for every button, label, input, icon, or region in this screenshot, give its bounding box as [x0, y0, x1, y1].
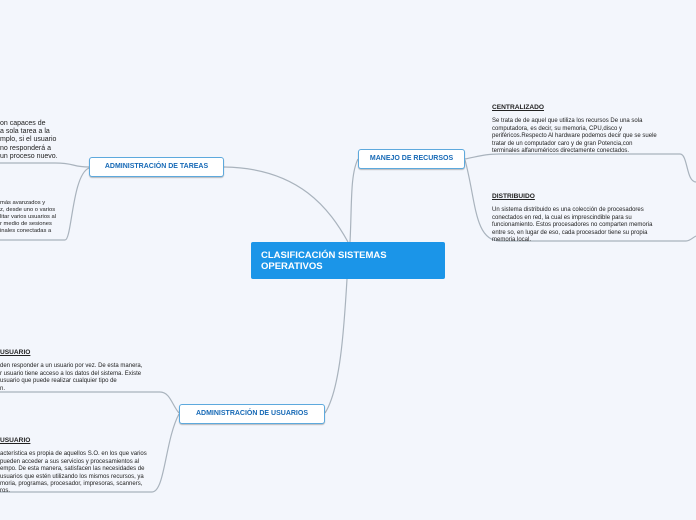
leaf-line: periféricos.Respecto Al hardware podemos decir que se suele [492, 133, 657, 140]
leaf-line: acterística es propia de aquellos S.O. en los que varios [0, 451, 147, 458]
branch-manejo-recursos[interactable]: MANEJO DE RECURSOS [358, 149, 465, 169]
leaf-line: conectados en red, la cual es imprescindible para su [492, 214, 632, 221]
link-central-tareas [224, 167, 348, 242]
leaf-line: tratar de un computador caro y de gran Potencia,con [492, 140, 633, 147]
branch-administracion-usuarios[interactable]: ADMINISTRACIÓN DE USUARIOS [179, 404, 325, 424]
link-central-recursos [350, 159, 358, 242]
leaf-line: on capaces de [0, 120, 46, 127]
central-topic[interactable]: CLASIFICACIÓN SISTEMAS OPERATIVOS [251, 242, 445, 279]
leaf-title: USUARIO [0, 437, 31, 444]
leaf-line: a sola tarea a la [0, 128, 50, 136]
leaf-line: computadora, es decir, su memoria, CPU,disco y [492, 125, 623, 132]
link-usuarios-mono [0, 392, 179, 413]
leaf-line: empo. De esta manera, satisfacen las necesidades de [0, 466, 145, 473]
link-recursos-centralizado [465, 154, 696, 182]
leaf-line: Un sistema distribuido es una colección de procesadores [492, 207, 644, 214]
leaf-line: r medio de sesiones [0, 221, 52, 227]
leaf-line: den responder a un usuario por vez. De esta manera, [0, 363, 143, 370]
leaf-line: usuario que puede realizar cualquier tipo de [0, 378, 117, 385]
leaf-line: moria, programas, procesador, impresoras, scanners, [0, 481, 143, 488]
leaf-title: CENTRALIZADO [492, 104, 545, 111]
leaf-line: un proceso nuevo. [0, 152, 58, 160]
leaf-line: ros. [0, 488, 11, 495]
leaf-line: n. [0, 385, 6, 392]
link-tareas-mono [0, 163, 89, 167]
leaf-line: más avanzados y [0, 200, 46, 206]
leaf-distribuido[interactable] [492, 193, 677, 244]
leaf-line: memoria local. [492, 237, 532, 244]
leaf-centralizado[interactable] [492, 104, 677, 155]
leaf-line: terminales alfanuméricos directamente conectados. [492, 148, 630, 155]
leaf-title: DISTRIBUIDO [492, 193, 535, 200]
leaf-line: z, desde uno o varios [0, 207, 56, 213]
leaf-line: r usuario tiene acceso a los datos del sistema. Existe [0, 370, 142, 377]
leaf-line: inales conectadas a [0, 228, 52, 234]
leaf-line: pueden acceder a sus servicios y procesamientos al [0, 458, 140, 465]
leaf-line: litar varios usuarios al [0, 214, 57, 220]
leaf-line: entre so, en lugar de eso, cada procesador tiene su propia [492, 229, 648, 236]
branch-administracion-tareas[interactable]: ADMINISTRACIÓN DE TAREAS [89, 157, 224, 177]
leaf-line: no responderá a [0, 144, 51, 152]
leaf-line: Se trata de de aquel que utiliza los recursos De una sola [492, 118, 643, 125]
leaf-multiusuario[interactable] [0, 437, 160, 496]
link-central-usuarios [325, 279, 347, 413]
leaf-line: usuarios que estén utilizando los mismos recursos, ya [0, 473, 144, 480]
leaf-title: USUARIO [0, 349, 31, 356]
leaf-line: mplo, si el usuario [0, 136, 57, 144]
leaf-monousuario[interactable] [0, 349, 160, 393]
leaf-line: funcionamiento. Estos procesadores no comparten memoria [492, 222, 653, 229]
